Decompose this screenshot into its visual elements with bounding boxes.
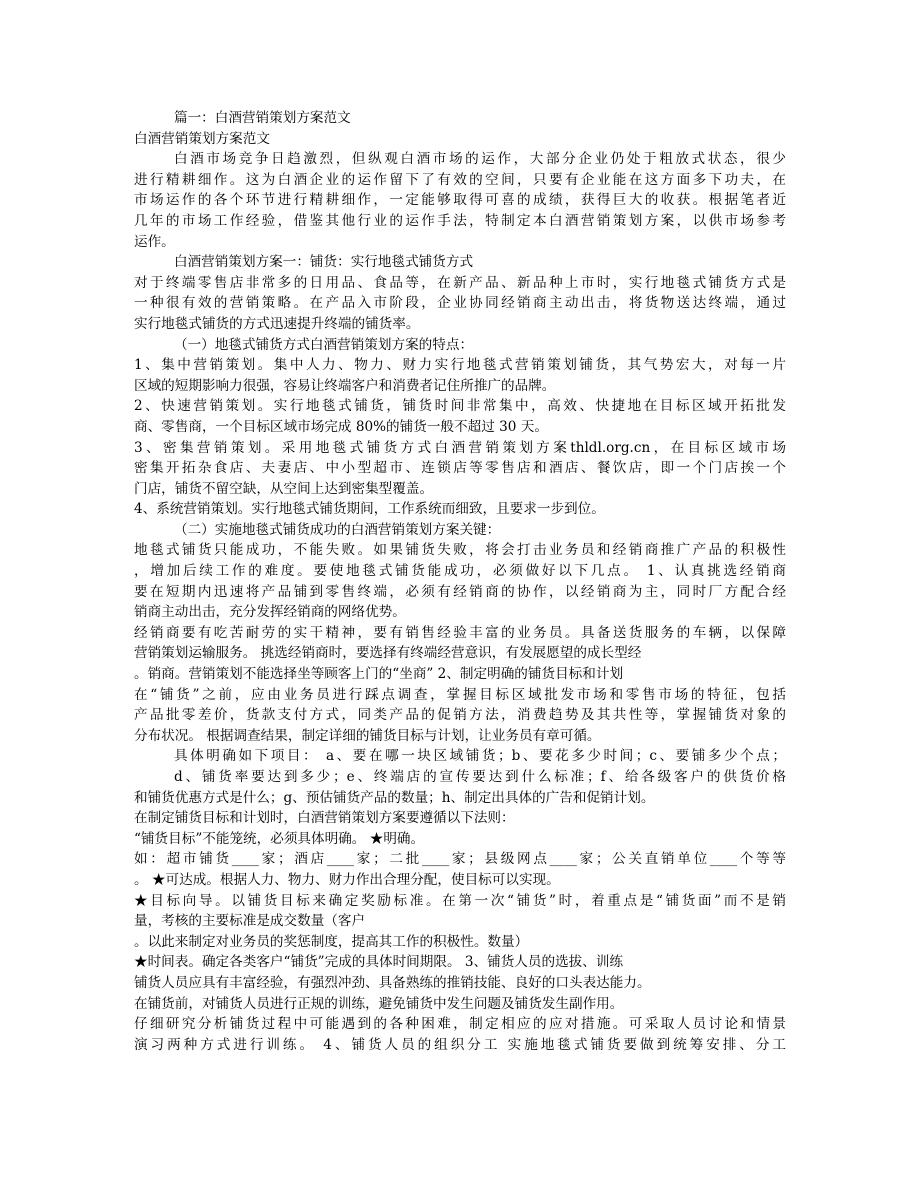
- text-line: 3、密集营销策划。采用地毯式铺货方式白酒营销策划方案thldl.org.cn，在目标区域市场: [134, 439, 786, 456]
- text-line: 1、集中营销策划。集中人力、物力、财力实行地毯式营销策划铺货，其气势宏大，对每一片: [134, 357, 786, 374]
- text-line: 白酒市场竞争日趋激烈，但纵观白酒市场的运作，大部分企业仍处于粗放式状态，很少: [174, 151, 786, 168]
- text-line: 仔细研究分析铺货过程中可能遇到的各种困难，制定相应的应对措施。可采取人员讨论和情景: [134, 1016, 786, 1033]
- text-line: 区域的短期影响力很强，容易让终端客户和消费者记住所推广的品牌。: [134, 377, 556, 394]
- text-line: 门店，铺货不留空缺，从空间上达到密集型覆盖。: [134, 480, 434, 497]
- text-line: 经销商要有吃苦耐劳的实干精神，要有销售经验丰富的业务员。具备送货服务的车辆，以保障: [134, 624, 786, 641]
- text-line: 密集开拓杂食店、夫妻店、中小型超市、连锁店等零售店和酒店、餐饮店，即一个门店挨一个: [134, 460, 786, 477]
- text-line: 一种很有效的营销策略。在产品入市阶段，企业协同经销商主动出击，将货物送达终端，通过: [134, 295, 786, 312]
- text-line: 地毯式铺货只能成功，不能失败。如果铺货失败，将会打击业务员和经销商推广产品的积极性: [134, 542, 786, 559]
- text-line: 白酒营销策划方案范文: [134, 130, 270, 147]
- text-line: 具体明确如下项目： a、要在哪一块区域铺货；b、要花多少时间；c、要铺多少个点；: [174, 748, 786, 765]
- text-line: 产品批零差价，货款支付方式，同类产品的促销方法，消费趋势及其共性等，掌握铺货对象的: [134, 707, 786, 724]
- text-line: 运作。: [134, 233, 175, 250]
- text-line: 几年的市场工作经验，借鉴其他行业的运作手法，特制定本白酒营销策划方案，以供市场参考: [134, 212, 786, 229]
- text-line: ，增加后续工作的难度。要使地毯式铺货能成功，必须做好以下几点。 1、认真挑选经销商: [134, 563, 786, 580]
- text-line: 。 ★可达成。根据人力、物力、财力作出合理分配，使目标可以实现。: [134, 871, 560, 888]
- text-line: 量，考核的主要标准是成交数量（客户: [134, 913, 366, 930]
- text-line: 2、快速营销策划。实行地毯式铺货，铺货时间非常集中，高效、快捷地在目标区域开拓批发: [134, 398, 786, 415]
- text-line: 。销商。营销策划不能选择坐等顾客上门的“坐商” 2、制定明确的铺货目标和计划: [134, 666, 624, 683]
- text-line: d、铺货率要达到多少；e、终端店的宣传要达到什么标准；f、给各级客户的供货价格: [174, 769, 786, 785]
- text-line: 销商主动出击，充分发挥经销商的网络优势。: [134, 604, 406, 621]
- text-line: ★时间表。确定各类客户“铺货”完成的具体时间期限。 3、铺货人员的选拔、训练: [134, 954, 624, 971]
- text-line: 要在短期内迅速将产品铺到零售终端，必须有经销商的协作，以经销商为主，同时厂方配合经: [134, 583, 786, 600]
- document-body: [134, 108, 786, 1055]
- text-line: ★目标向导。以铺货目标来确定奖励标准。在第一次“铺货”时，着重点是“铺货面”而不是销: [134, 892, 786, 909]
- text-line: 营销策划运输服务。 挑选经销商时，要选择有终端经营意识，有发展愿望的成长型经: [134, 645, 642, 662]
- text-line: （二）实施地毯式铺货成功的白酒营销策划方案关键：: [174, 521, 501, 538]
- text-line: 4、系统营销策划。实行地毯式铺货期间，工作系统而细致，且要求一步到位。: [134, 501, 605, 518]
- text-line: 如：超市铺货____家；酒店____家；二批____家；县级网点____家；公关直销单位____个等等: [134, 851, 786, 868]
- text-line: 对于终端零售店非常多的日用品、食品等，在新产品、新品种上市时，实行地毯式铺货方式是: [134, 274, 786, 291]
- text-line: 。以此来制定对业务员的奖惩制度，提高其工作的积极性。数量）: [134, 933, 529, 950]
- text-line: 市场运作的各个环节进行精耕细作，一定能够取得可喜的成绩，获得巨大的收获。根据笔者近: [134, 192, 786, 209]
- text-line: 实行地毯式铺货的方式迅速提升终端的铺货率。: [134, 315, 420, 332]
- text-line: “铺货目标”不能笼统，必须具体明确。 ★明确。: [134, 830, 425, 847]
- text-line: 进行精耕细作。这为白酒企业的运作留下了有效的空间，只要有企业能在这方面多下功夫，在: [134, 171, 786, 188]
- text-line: 篇一：白酒营销策划方案范文: [174, 110, 351, 126]
- text-line: 铺货人员应具有丰富经验，有强烈冲劲、具备熟练的推销技能、良好的口头表达能力。: [134, 974, 651, 991]
- text-line: 在“铺货”之前，应由业务员进行踩点调查，掌握目标区域批发市场和零售市场的特征，包括: [134, 686, 786, 703]
- text-line: （一）地毯式铺货方式白酒营销策划方案的特点：: [174, 336, 474, 353]
- text-line: 和铺货优惠方式是什么；g、预估铺货产品的数量；h、制定出具体的广告和促销计划。: [134, 789, 655, 806]
- text-line: 商、零售商，一个目标区域市场完成 80%的铺货一般不超过 30 天。: [134, 418, 548, 435]
- text-line: 白酒营销策划方案一：铺货：实行地毯式铺货方式: [174, 254, 474, 271]
- text-line: 分布状况。 根据调查结果，制定详细的铺货目标与计划，让业务员有章可循。: [134, 727, 601, 744]
- text-line: 演习两种方式进行训练。 4、铺货人员的组织分工 实施地毯式铺货要做到统筹安排、分工: [134, 1036, 786, 1053]
- text-line: 在铺货前，对铺货人员进行正规的训练，避免铺货中发生问题及铺货发生副作用。: [134, 995, 624, 1012]
- text-line: 在制定铺货目标和计划时，白酒营销策划方案要遵循以下法则：: [134, 810, 515, 827]
